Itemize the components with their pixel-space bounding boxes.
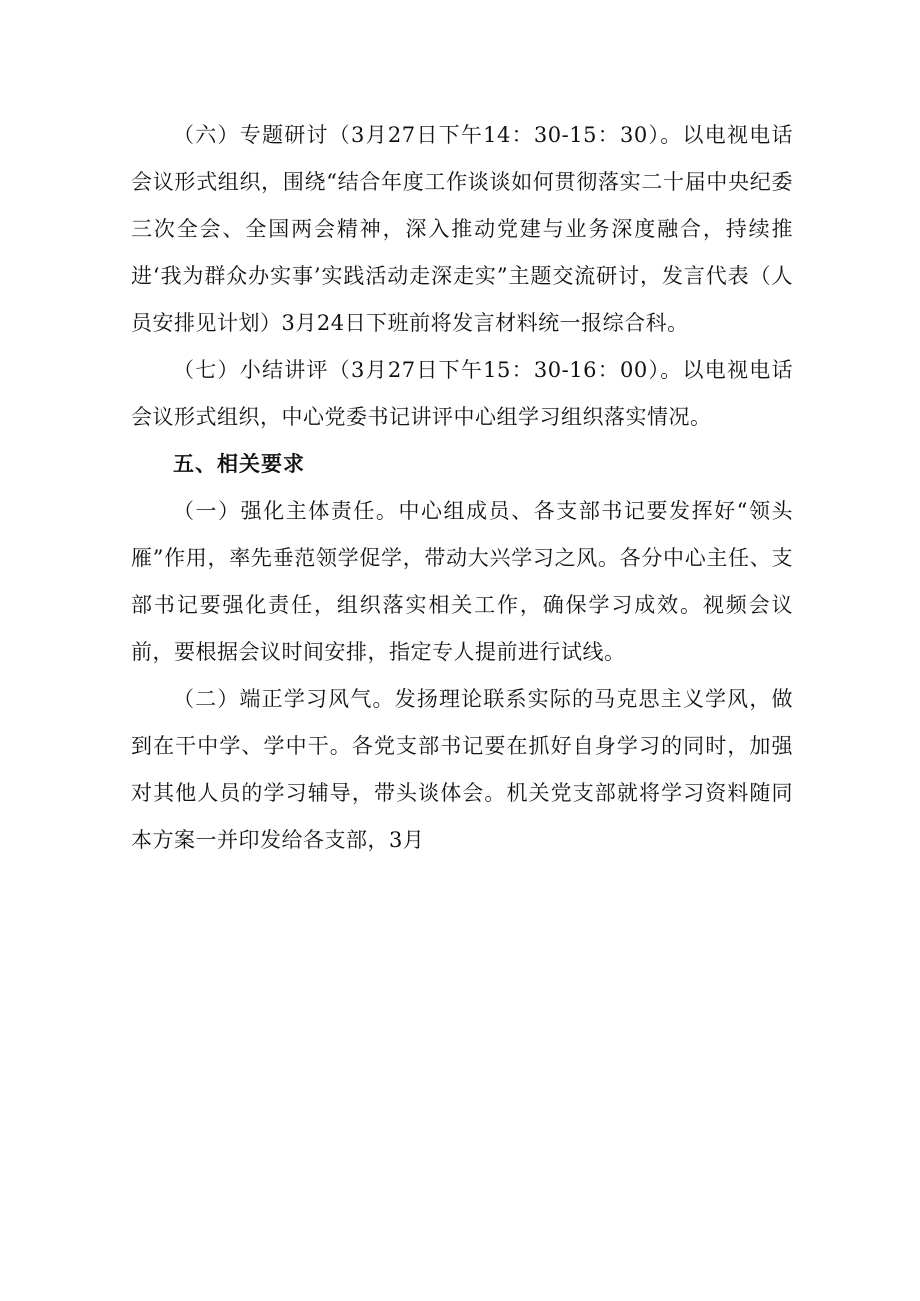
document-body: [131, 112, 793, 864]
paragraph-item-one-responsibility: （一）强化主体责任。中心组成员、各支部书记要发挥好“领头雁”作用，率先垂范领学促学，带动大兴学习之风。各分中心主任、支部书记要强化责任，组织落实相关工作，确保学习成效。视频会议前，要根据会议时间安排，指定专人提前进行试线。: [131, 499, 793, 664]
section-heading-requirements: 五、相关要求: [173, 452, 305, 476]
paragraph-item-two-study-style: （二）端正学习风气。发扬理论联系实际的马克思主义学风，做到在干中学、学中干。各党支部书记要在抓好自身学习的同时，加强对其他人员的学习辅导，带头谈体会。机关党支部就将学习资料随同本方案一并印发给各支部，3月: [131, 687, 793, 852]
paragraph-item-six-seminar: （六）专题研讨（3月27日下午14：30-15：30）。以电视电话会议形式组织，围绕“结合年度工作谈谈如何贯彻落实二十届中央纪委三次全会、全国两会精神，深入推动党建与业务深度融合，持续推进‘我为群众办实事’实践活动走深走实”主题交流研讨，发言代表（人员安排见计划）3月24日下班前将发言材料统一报综合科。: [131, 123, 793, 335]
paragraph-item-seven-summary: （七）小结讲评（3月27日下午15：30-16：00）。以电视电话会议形式组织，中心党委书记讲评中心组学习组织落实情况。: [131, 358, 793, 429]
